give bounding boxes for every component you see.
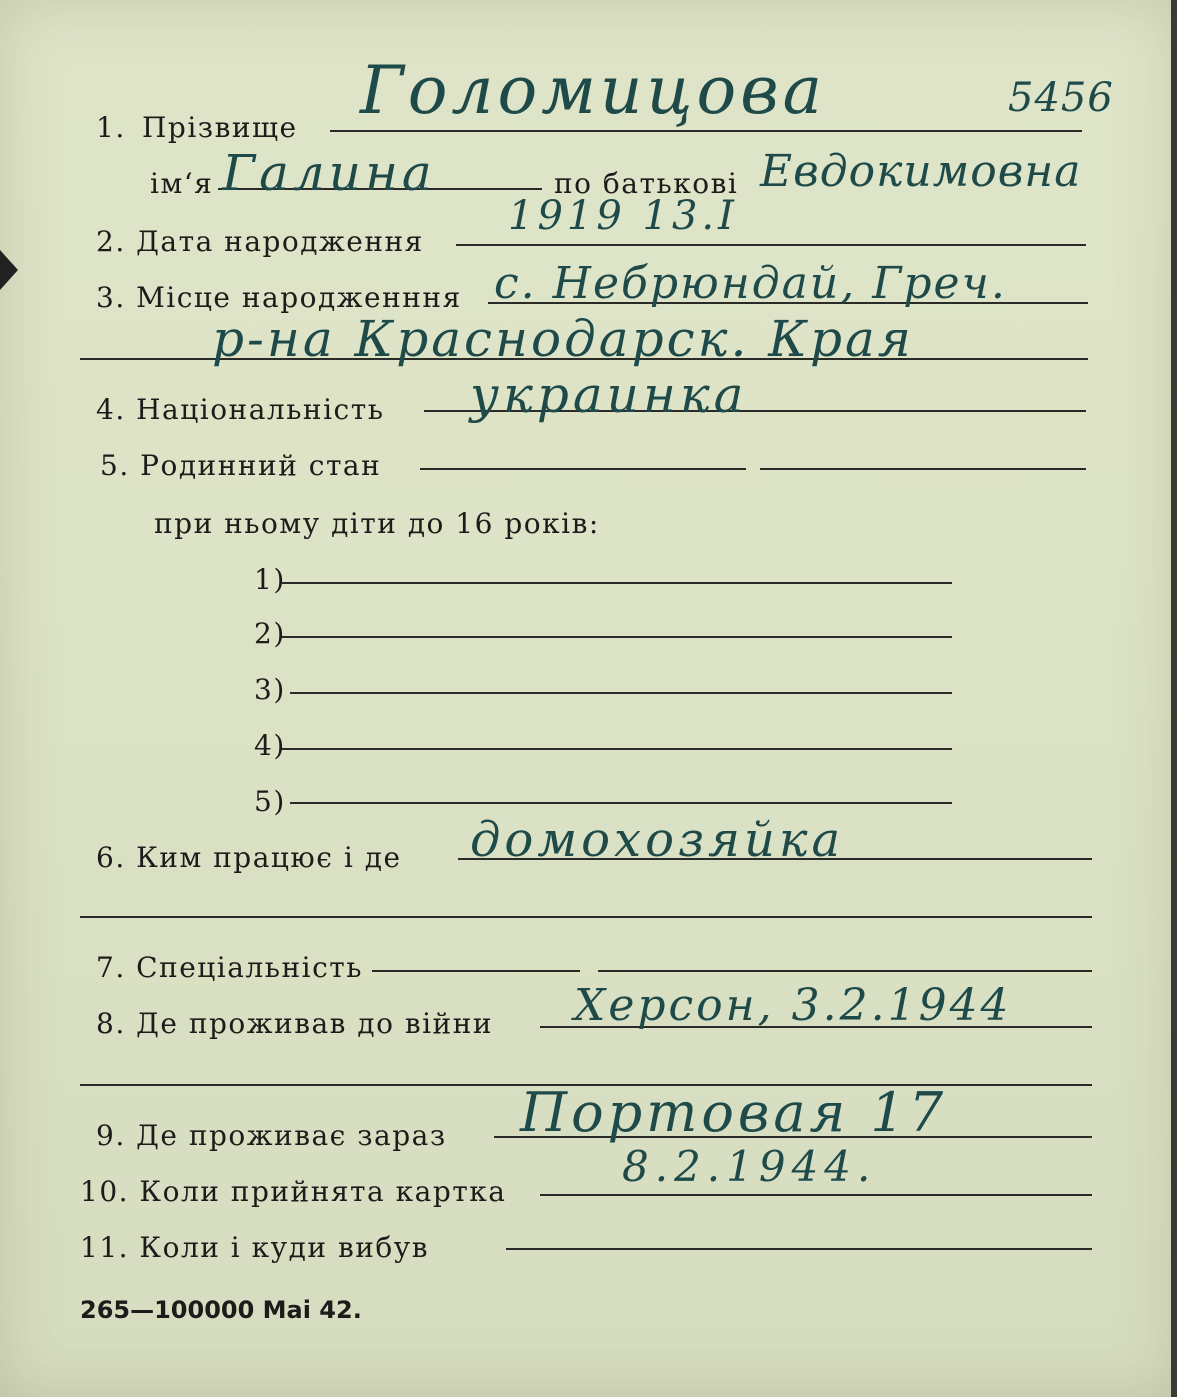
surname-handwriting: Голомицова — [360, 52, 826, 129]
child-item-4: 4) — [254, 729, 286, 762]
departure-line — [506, 1248, 1092, 1250]
card-notch — [0, 250, 18, 290]
current-residence-handwriting: Портовая 17 — [520, 1081, 948, 1144]
card-date-handwriting: 8.2.1944. — [622, 1142, 877, 1191]
field5-label: 5. Родинний стан — [100, 449, 382, 482]
nationality-handwriting: украинка — [470, 366, 748, 424]
print-run-footer: 265—100000 Mai 42. — [80, 1296, 362, 1324]
field1-number: 1. — [96, 111, 126, 144]
prewar-handwriting: Херсон, 3.2.1944 — [574, 980, 1012, 1031]
field3-label: 3. Місце народженння — [96, 281, 462, 314]
field9-label: 9. Де проживає зараз — [96, 1119, 447, 1152]
field4-label: 4. Національність — [96, 393, 385, 426]
card-edge — [1171, 0, 1177, 1397]
first-name-handwriting: Галина — [222, 144, 436, 202]
child-line-5 — [290, 802, 952, 804]
field10-label: 10. Коли прийнята картка — [80, 1175, 507, 1208]
child-line-3 — [290, 692, 952, 694]
child-item-2: 2) — [254, 617, 286, 650]
field1-name-label: ім‘я — [150, 167, 214, 200]
child-item-1: 1) — [254, 563, 286, 596]
birth-date-line — [456, 244, 1086, 246]
child-line-1 — [282, 582, 952, 584]
card-date-line — [540, 1194, 1092, 1196]
field6-label: 6. Ким працює і де — [96, 841, 402, 874]
child-line-2 — [282, 636, 952, 638]
birthplace-handwriting-1: с. Небрюндай, Греч. — [494, 258, 1007, 309]
patronymic-handwriting: Евдокимовна — [760, 146, 1082, 197]
field11-label: 11. Коли і куди вибув — [80, 1231, 429, 1264]
field2-label: 2. Дата народження — [96, 225, 424, 258]
field1-label: Прізвище — [142, 111, 298, 144]
surname-line — [330, 130, 1082, 132]
child-item-3: 3) — [254, 673, 286, 706]
field8-label: 8. Де проживав до війни — [96, 1007, 494, 1040]
child-line-4 — [282, 748, 952, 750]
birthplace-handwriting-2: р-на Краснодарск. Края — [212, 310, 914, 368]
child-item-5: 5) — [254, 785, 286, 818]
occupation-line-2 — [80, 916, 1092, 918]
marital-line-b — [760, 468, 1086, 470]
children-label: при ньому діти до 16 років: — [154, 507, 600, 540]
field7-label: 7. Спеціальність — [96, 951, 363, 984]
birth-date-handwriting: 1919 13.I — [508, 193, 738, 239]
specialty-line-a — [372, 970, 580, 972]
specialty-line-b — [598, 970, 1092, 972]
marital-line-a — [420, 468, 746, 470]
field1-patronymic-label: по батькові — [554, 167, 739, 200]
card-number-handwriting: 5456 — [1008, 75, 1114, 121]
occupation-handwriting: домохозяйка — [470, 812, 845, 868]
